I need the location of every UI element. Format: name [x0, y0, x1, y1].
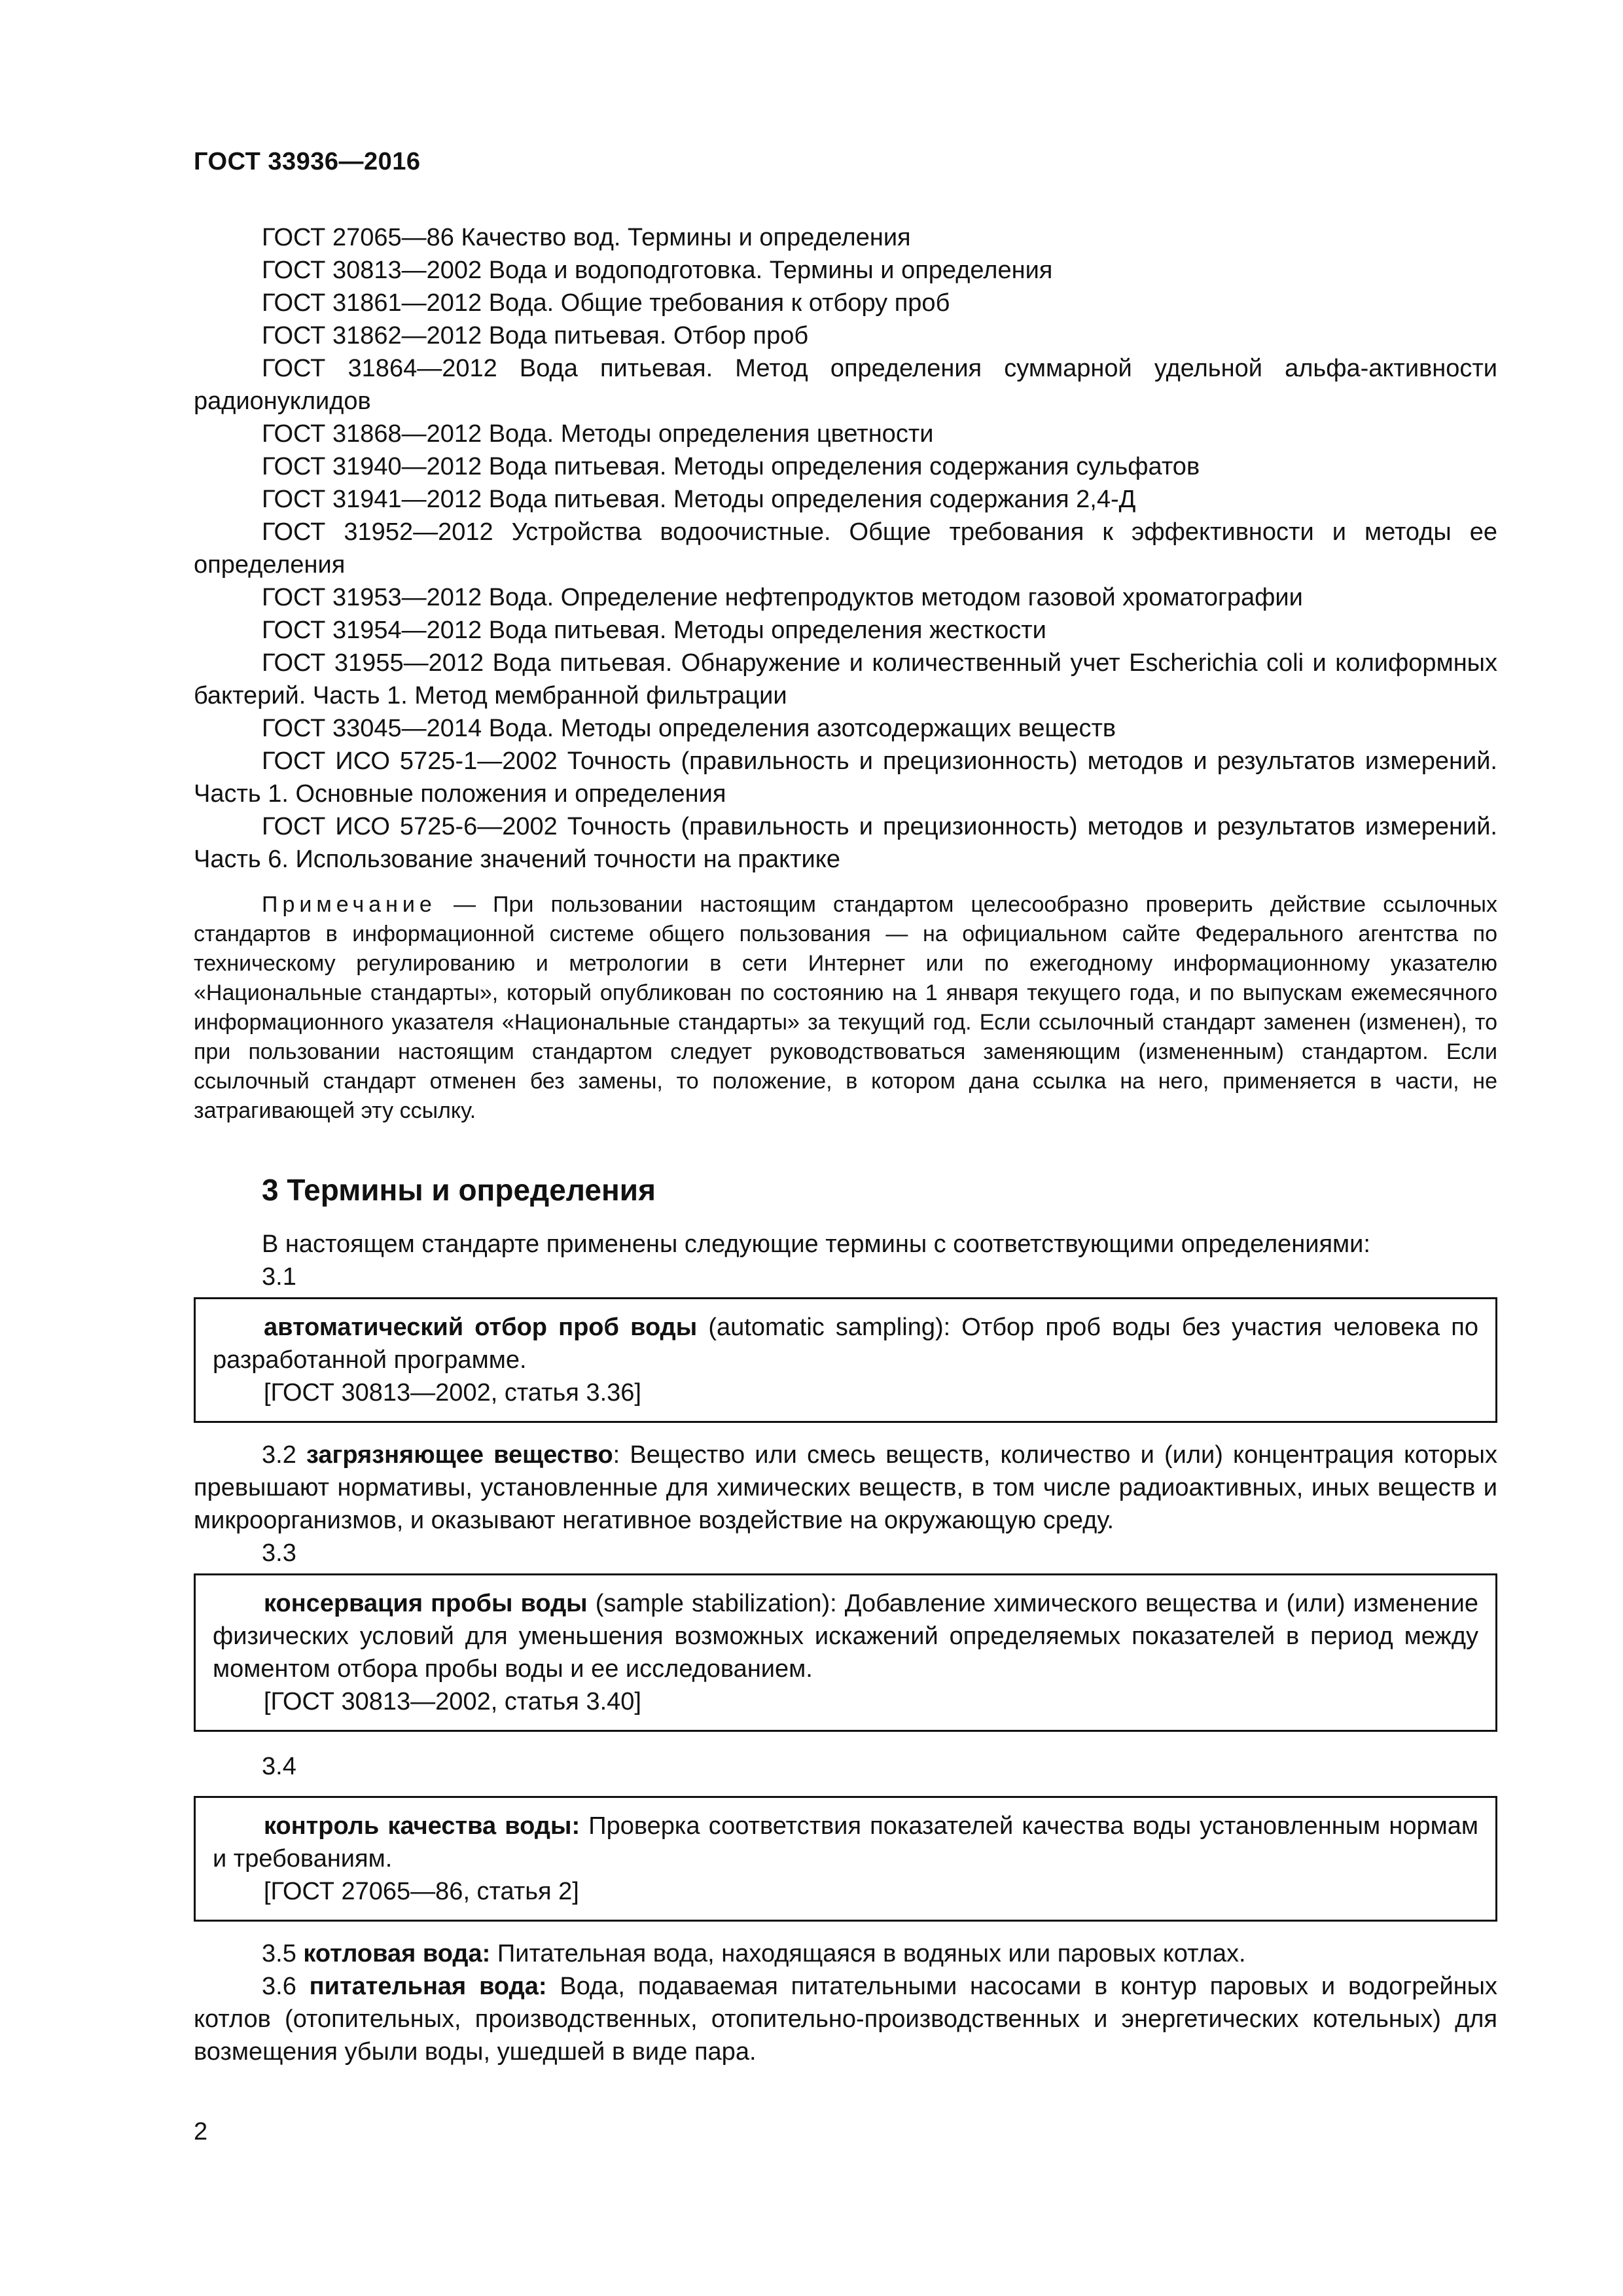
term-text: Проверка соответствия показателей качества воды установленным нормам и требованиям.	[213, 1812, 1478, 1873]
document-header: ГОСТ 33936—2016	[194, 148, 421, 175]
reference-item: ГОСТ 31940—2012 Вода питьевая. Методы определения содержания сульфатов	[262, 453, 1200, 480]
term-number: 3.6	[262, 1973, 296, 2000]
term-text: Вода, подаваемая питательными насосами в контур паровых и водогрейных котлов (отопительных, производственных, отопительно-производственных и энергетических котельных) для возмещения убыли воды, ушедшей в виде пара.	[194, 1973, 1497, 2066]
term-number: 3.3	[262, 1539, 296, 1567]
reference-item: ГОСТ 31864—2012 Вода питьевая. Метод определения суммарной удельной альфа-активности радионуклидов	[194, 355, 1497, 415]
reference-item: ГОСТ 31861—2012 Вода. Общие требования к отбору проб	[262, 289, 950, 317]
term-name: питательная вода:	[309, 1973, 547, 2000]
term-name: контроль качества воды:	[264, 1812, 580, 1840]
term-definition	[213, 1810, 1478, 1875]
page-number: 2	[194, 2118, 208, 2145]
term-box-3-4	[194, 1796, 1497, 1922]
term-source: [ГОСТ 27065—86, статья 2]	[264, 1878, 579, 1905]
term-text: Отбор проб воды без участия человека по разработанной программе.	[213, 1314, 1478, 1374]
reference-item: ГОСТ 30813—2002 Вода и водоподготовка. Термины и определения	[262, 257, 1053, 284]
term-text: Добавление химического вещества и (или) изменение физических условий для уменьшения возможных искажений определяемых показателей в период между моментом отбора пробы воды и ее исследованием.	[213, 1590, 1478, 1683]
term-definition-3-2	[194, 1439, 1497, 1537]
reference-item: ГОСТ 31955—2012 Вода питьевая. Обнаружение и количественный учет Escherichia coli и колиформных бактерий. Часть 1. Метод мембранной фильтрации	[194, 649, 1497, 709]
section-intro: В настоящем стандарте применены следующие термины с соответствующими определениями:	[262, 1230, 1370, 1258]
term-name: котловая вода:	[303, 1940, 491, 1967]
term-name: консервация пробы воды	[264, 1590, 588, 1617]
reference-item: ГОСТ 31954—2012 Вода питьевая. Методы определения жесткости	[262, 617, 1046, 644]
term-text: Питательная вода, находящаяся в водяных или паровых котлах.	[490, 1940, 1246, 1967]
term-definition	[213, 1311, 1478, 1376]
term-english: (automatic sampling):	[697, 1314, 962, 1341]
note-text: — При пользовании настоящим стандартом целесообразно проверить действие ссылочных стандартов в информационной системе общего пользования — на официальном сайте Федерального агентства по техническому регулированию и метрологии в сети Интернет или по ежегодному информационному указателю «Национальные стандарты», который опубликован по состоянию на 1 января текущего года, и по выпускам ежемесячного информационного указателя «Национальные стандарты» за текущий год. Если ссылочный стандарт заменен (изменен), то при пользовании настоящим стандартом следует руководствоваться заменяющим (измененным) стандартом. Если ссылочный стандарт отменен без замены, то положение, в котором дана ссылка на него, применяется в части, не затрагивающей эту ссылку.	[194, 892, 1497, 1123]
term-number: 3.4	[262, 1753, 296, 1780]
term-definition-3-6	[194, 1970, 1497, 2068]
term-definition-3-5	[194, 1937, 1497, 1970]
term-number: 3.2	[262, 1441, 296, 1469]
term-number: 3.5	[262, 1940, 296, 1967]
reference-item: ГОСТ 31941—2012 Вода питьевая. Методы определения содержания 2,4-Д	[262, 486, 1136, 513]
page-content	[194, 221, 1497, 2068]
term-definition	[213, 1587, 1478, 1685]
reference-item: ГОСТ ИСО 5725-1—2002 Точность (правильность и прецизионность) методов и результатов измерений. Часть 1. Основные положения и определения	[194, 747, 1497, 808]
reference-item: ГОСТ 33045—2014 Вода. Методы определения азотсодержащих веществ	[262, 715, 1116, 742]
note-paragraph	[194, 890, 1497, 1126]
references-list	[194, 221, 1497, 876]
section-heading: 3 Термины и определения	[262, 1173, 656, 1207]
term-box-3-1	[194, 1297, 1497, 1423]
term-source: [ГОСТ 30813—2002, статья 3.36]	[264, 1379, 641, 1407]
term-text: : Вещество или смесь веществ, количество и (или) концентрация которых превышают нормативы, установленные для химических веществ, в том числе радиоактивных, иных веществ и микроорганизмов, и оказывают негативное воздействие на окружающую среду.	[194, 1441, 1497, 1534]
reference-item: ГОСТ 27065—86 Качество вод. Термины и определения	[262, 224, 911, 251]
term-english: (sample stabilization):	[587, 1590, 845, 1617]
reference-item: ГОСТ 31952—2012 Устройства водоочистные. Общие требования к эффективности и методы ее определения	[194, 518, 1497, 579]
reference-item: ГОСТ ИСО 5725-6—2002 Точность (правильность и прецизионность) методов и результатов измерений. Часть 6. Использование значений точности на практике	[194, 813, 1497, 873]
term-source: [ГОСТ 30813—2002, статья 3.40]	[264, 1688, 641, 1715]
note-label: Примечание	[262, 892, 437, 917]
reference-item: ГОСТ 31862—2012 Вода питьевая. Отбор проб	[262, 322, 809, 350]
term-number: 3.1	[262, 1263, 296, 1291]
reference-item: ГОСТ 31868—2012 Вода. Методы определения цветности	[262, 420, 934, 448]
term-name: загрязняющее вещество	[306, 1441, 613, 1469]
term-box-3-3	[194, 1573, 1497, 1732]
reference-item: ГОСТ 31953—2012 Вода. Определение нефтепродуктов методом газовой хроматографии	[262, 584, 1303, 611]
term-name: автоматический отбор проб воды	[264, 1314, 698, 1341]
